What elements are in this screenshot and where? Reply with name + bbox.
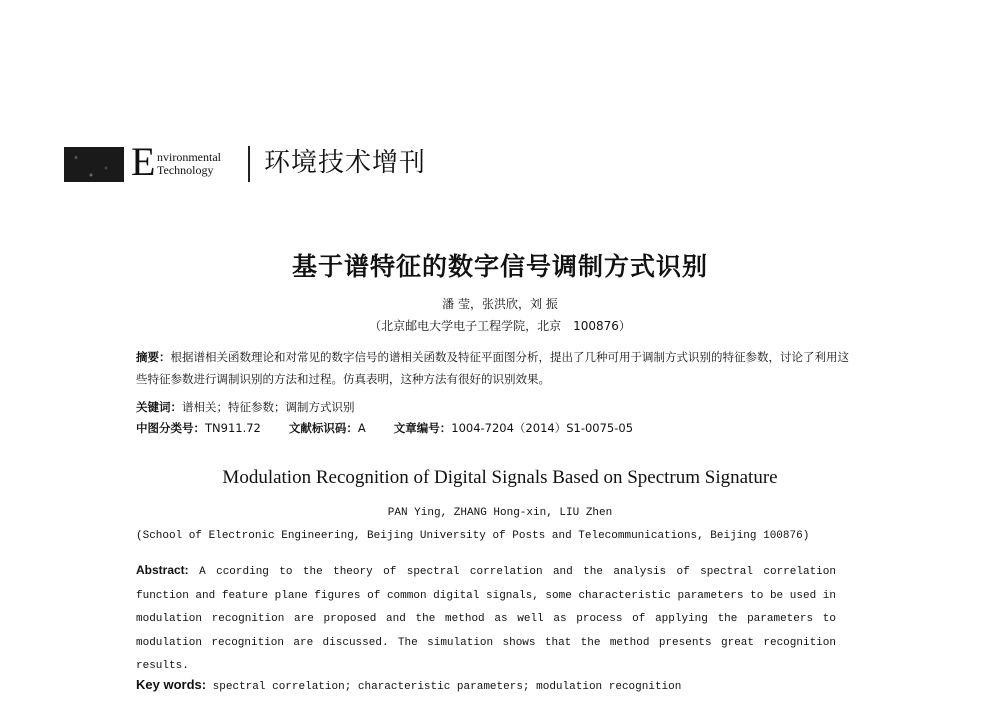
affiliation-en: (School of Electronic Engineering, Beijing University of Posts and Telecommunications, Beijing 100876) — [136, 530, 810, 542]
paper-title-cn: 基于谱特征的数字信号调制方式识别 — [291, 252, 708, 281]
header-divider — [248, 146, 250, 182]
doc-code-label: 文献标识码： — [288, 421, 358, 435]
journal-name-cn: 环境技术增刊 — [264, 148, 427, 178]
article-no-label: 文章编号： — [393, 421, 452, 435]
classification-line — [136, 417, 856, 439]
journal-logo-text — [157, 151, 221, 177]
abstract-cn-text: 根据谱相关函数理论和对常见的数字信号的谱相关函数及特征平面图分析，提出了几种可用于调制方式识别的特征参数，讨论了利用这些特征参数进行调制识别的方法和过程。仿真表明，这种方法有很好的识别效果。 — [136, 350, 849, 386]
keywords-cn-text: 谱相关；特征参数；调制方式识别 — [182, 400, 355, 414]
authors-en: PAN Ying, ZHANG Hong-xin, LIU Zhen — [387, 507, 613, 519]
class-label: 中图分类号： — [136, 421, 205, 435]
journal-logo-block — [64, 147, 124, 182]
abstract-cn-label: 摘要： — [136, 350, 171, 364]
journal-logo-line2: Technology — [157, 163, 214, 177]
journal-logo-line1: nvironmental — [157, 150, 221, 164]
authors-cn: 潘 莹，张洪欣，刘 振 — [442, 297, 558, 311]
keywords-en-text: spectral correlation; characteristic parameters; modulation recognition — [206, 681, 682, 693]
abstract-en-text: A ccording to the theory of spectral correlation and the analysis of spectral correlation function and feature plane figures of common digital signals, some characteristic parameters to be used in modulation recognition are proposed and the method as well as process of applying the parameters to modulation recognition are discussed. The simulation shows that the method presents great recognition results. — [136, 566, 836, 672]
paper-title-en: Modulation Recognition of Digital Signals Based on Spectrum Signature — [222, 467, 778, 488]
affiliation-cn: （北京邮电大学电子工程学院，北京 100876） — [369, 319, 631, 333]
abstract-en-label: Abstract: — [136, 563, 189, 577]
keywords-cn-label: 关键词： — [136, 400, 182, 414]
keywords-en-label: Key words: — [136, 677, 207, 692]
abstract-cn — [136, 346, 856, 390]
abstract-en — [136, 559, 836, 679]
article-no-value: 1004-7204（2014）S1-0075-05 — [451, 421, 634, 435]
keywords-cn — [136, 396, 856, 418]
keywords-en — [136, 676, 856, 696]
journal-logo-letter: E — [131, 139, 156, 184]
class-value: TN911.72 — [205, 421, 261, 435]
doc-code-value: A — [357, 421, 366, 435]
